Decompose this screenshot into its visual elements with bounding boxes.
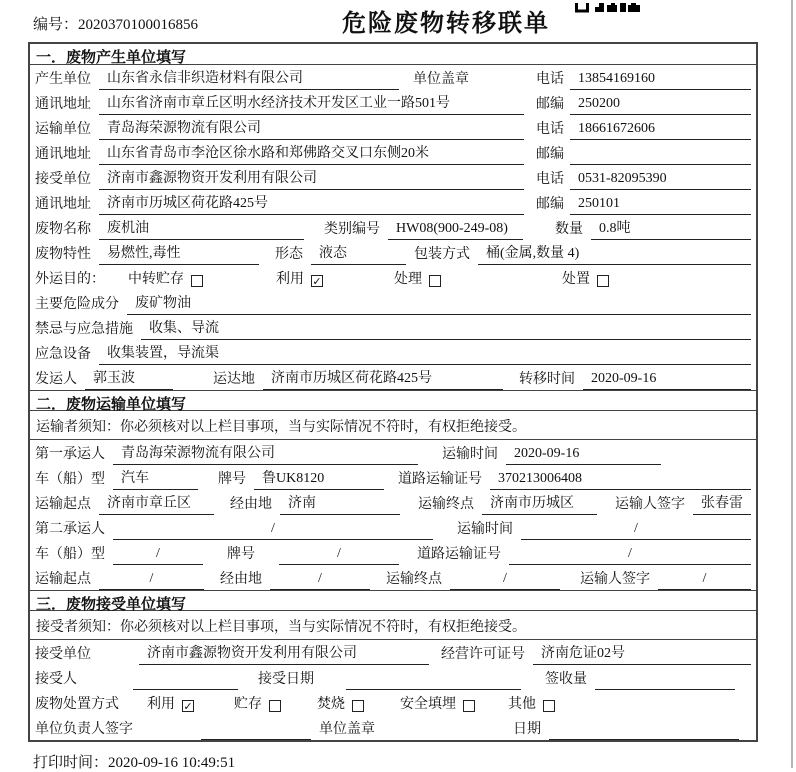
producer-value: 山东省永信非织造材料有限公司 <box>99 69 399 90</box>
accept-person-value <box>133 670 238 690</box>
receiver-zip-label: 邮编 <box>536 197 564 212</box>
receiver-address-label: 通讯地址 <box>35 197 91 212</box>
route1-end-value: 济南市历城区 <box>482 494 597 515</box>
permit1-label: 道路运输证号 <box>398 472 482 487</box>
transporter-notice: 运输者须知：你必须核对以上栏目事项，当与实际情况不符时，有权拒绝接受。 <box>30 411 756 440</box>
transporter-phone-label: 电话 <box>536 122 564 137</box>
row-emergency-measures <box>30 315 756 340</box>
disposal-store-checkbox <box>269 700 281 712</box>
disposal-store-label: 贮存 <box>234 697 262 712</box>
hazard-label: 主要危险成分 <box>35 297 119 312</box>
seal-label: 单位盖章 <box>413 72 469 87</box>
carrier1-value: 青岛海荣源物流有限公司 <box>113 444 418 465</box>
receiver-phone-label: 电话 <box>536 172 564 187</box>
disposal-incinerate-checkbox <box>352 700 364 712</box>
receiver-label: 接受单位 <box>35 172 91 187</box>
disposal-other-checkbox <box>543 700 555 712</box>
waste-form-label: 形态 <box>275 247 303 262</box>
transporter-zip-value <box>570 145 751 165</box>
route1-end-label: 运输终点 <box>418 497 474 512</box>
row-carrier1 <box>30 440 756 465</box>
disposal-landfill-label: 安全填埋 <box>400 697 456 712</box>
disposal-label: 废物处置方式 <box>35 697 119 712</box>
purpose-treat-checkbox <box>429 275 441 287</box>
row-transporter-address <box>30 140 756 165</box>
route2-via-value: / <box>270 569 370 590</box>
equipment-value: 收集装置，导流渠 <box>99 344 751 365</box>
disposal-utilize-label: 利用 <box>147 697 175 712</box>
row-vehicle1 <box>30 465 756 490</box>
signed-qty-label: 签收量 <box>545 672 587 687</box>
row-producer <box>30 65 756 90</box>
receiver-address-value: 济南市历城区荷花路425号 <box>99 194 524 215</box>
page-title: 危险废物转移联单 <box>342 11 550 37</box>
carrier1-label: 第一承运人 <box>35 447 105 462</box>
dispatcher-value: 郭玉波 <box>85 369 173 390</box>
producer-address-label: 通讯地址 <box>35 97 91 112</box>
accept-unit-value: 济南市鑫源物资开发利用有限公司 <box>139 644 429 665</box>
waste-pack-value: 桶(金属,数量 4) <box>478 244 751 265</box>
permit2-value: / <box>509 544 751 565</box>
receiver-notice: 接受者须知：你必须核对以上栏目事项，当与实际情况不符时，有权拒绝接受。 <box>30 611 756 640</box>
route2-sign-label: 运输人签字 <box>580 572 650 587</box>
equipment-label: 应急设备 <box>35 347 91 362</box>
row-emergency-equipment <box>30 340 756 365</box>
row-transporter <box>30 115 756 140</box>
unit-seal-label: 单位盖章 <box>319 722 375 737</box>
route2-end-value: / <box>450 569 560 590</box>
transporter-address-value: 山东省青岛市李沧区徐水路和郑佛路交叉口东侧20米 <box>99 144 524 165</box>
serial-value: 2020370100016856 <box>78 17 199 33</box>
purpose-option-treat-label: 处理 <box>394 272 422 287</box>
sign-date-label: 日期 <box>513 722 541 737</box>
waste-code-label: 类别编号 <box>324 222 380 237</box>
waste-name-label: 废物名称 <box>35 222 91 237</box>
hazard-value: 废矿物油 <box>127 294 751 315</box>
carrier2-time-label: 运输时间 <box>457 522 513 537</box>
disposal-other-label: 其他 <box>508 697 536 712</box>
row-dispatch <box>30 365 756 390</box>
waste-qty-label: 数量 <box>555 222 583 237</box>
row-accept-person <box>30 665 756 690</box>
waste-name-value: 废机油 <box>99 219 304 240</box>
disposal-utilize-checkbox: ✓ <box>183 700 193 713</box>
purpose-storage-checkbox <box>191 275 203 287</box>
route1-start-label: 运输起点 <box>35 497 91 512</box>
row-receiver <box>30 165 756 190</box>
license-value: 济南危证02号 <box>533 644 751 665</box>
waste-code-value: HW08(900-249-08) <box>388 219 523 240</box>
carrier2-value: / <box>113 519 433 540</box>
accept-date-label: 接受日期 <box>258 672 314 687</box>
purpose-option-storage-label: 中转贮存 <box>128 272 184 287</box>
waste-qty-value: 0.8吨 <box>591 219 751 240</box>
emergency-label: 禁忌与应急措施 <box>35 322 133 337</box>
plate1-value: 鲁UK8120 <box>254 469 384 490</box>
plate2-label: 牌号 <box>227 547 255 562</box>
producer-zip-value: 250200 <box>570 94 751 115</box>
vehicle1-label: 车（船）型 <box>35 472 105 487</box>
sign-date-value <box>549 720 739 740</box>
row-transfer-purpose <box>30 265 756 290</box>
row-carrier2 <box>30 515 756 540</box>
section2-title: 二．废物运输单位填写 <box>30 390 756 411</box>
vehicle2-value: / <box>113 544 203 565</box>
carrier2-time-value: / <box>521 519 751 540</box>
receiver-zip-value: 250101 <box>570 194 751 215</box>
purpose-utilize-checkbox: ✓ <box>312 275 322 288</box>
transporter-zip-label: 邮编 <box>536 147 564 162</box>
producer-zip-label: 邮编 <box>536 97 564 112</box>
permit2-label: 道路运输证号 <box>417 547 501 562</box>
dispatcher-label: 发运人 <box>35 372 77 387</box>
route1-start-value: 济南市章丘区 <box>99 494 214 515</box>
disposal-landfill-checkbox <box>463 700 475 712</box>
waste-prop-value: 易燃性,毒性 <box>99 244 259 265</box>
carrier2-label: 第二承运人 <box>35 522 105 537</box>
plate1-label: 牌号 <box>218 472 246 487</box>
route2-start-label: 运输起点 <box>35 572 91 587</box>
row-route2 <box>30 565 756 590</box>
transporter-address-label: 通讯地址 <box>35 147 91 162</box>
receiver-phone-value: 0531-82095390 <box>570 169 751 190</box>
transporter-label: 运输单位 <box>35 122 91 137</box>
emergency-value: 收集、导流 <box>141 319 751 340</box>
qr-code-fragment <box>575 0 641 18</box>
waste-pack-label: 包装方式 <box>414 247 470 262</box>
page-right-edge <box>791 0 793 768</box>
producer-phone-label: 电话 <box>536 72 564 87</box>
route2-via-label: 经由地 <box>220 572 262 587</box>
row-waste-properties <box>30 240 756 265</box>
purpose-option-utilize-label: 利用 <box>276 272 304 287</box>
purpose-dispose-checkbox <box>597 275 609 287</box>
producer-address-value: 山东省济南市章丘区明水经济技术开发区工业一路501号 <box>99 94 524 115</box>
transfer-form <box>28 42 758 742</box>
purpose-option-dispose-label: 处置 <box>562 272 590 287</box>
transfer-time-value: 2020-09-16 <box>583 369 751 390</box>
row-producer-address <box>30 90 756 115</box>
row-vehicle2 <box>30 540 756 565</box>
row-accept-unit <box>30 640 756 665</box>
vehicle1-value: 汽车 <box>113 469 198 490</box>
row-receiver-address <box>30 190 756 215</box>
disposal-incinerate-label: 焚烧 <box>317 697 345 712</box>
purpose-label: 外运目的： <box>35 272 105 287</box>
destination-label: 运达地 <box>213 372 255 387</box>
row-route1 <box>30 490 756 515</box>
route2-start-value: / <box>99 569 204 590</box>
accept-person-label: 接受人 <box>35 672 77 687</box>
route2-end-label: 运输终点 <box>386 572 442 587</box>
row-waste-name <box>30 215 756 240</box>
section3-title: 三．废物接受单位填写 <box>30 590 756 611</box>
accept-unit-label: 接受单位 <box>35 647 91 662</box>
accept-date-value <box>346 670 521 690</box>
signed-qty-value <box>595 670 735 690</box>
carrier1-time-value: 2020-09-16 <box>506 444 661 465</box>
responsible-sign-label: 单位负责人签字 <box>35 722 133 737</box>
license-label: 经营许可证号 <box>441 647 525 662</box>
producer-phone-value: 13854169160 <box>570 69 751 90</box>
print-time <box>33 751 235 772</box>
row-responsible-sign <box>30 715 756 740</box>
route1-via-value: 济南 <box>280 494 400 515</box>
section1-title: 一．废物产生单位填写 <box>30 44 756 65</box>
route2-sign-value: / <box>658 569 751 590</box>
destination-value: 济南市历城区荷花路425号 <box>263 369 503 390</box>
print-time-value: 2020-09-16 10:49:51 <box>108 755 236 771</box>
print-time-label: 打印时间： <box>33 755 109 771</box>
carrier1-time-label: 运输时间 <box>442 447 498 462</box>
transfer-time-label: 转移时间 <box>519 372 575 387</box>
vehicle2-label: 车（船）型 <box>35 547 105 562</box>
row-hazard-components <box>30 290 756 315</box>
producer-label: 产生单位 <box>35 72 91 87</box>
route1-sign-label: 运输人签字 <box>615 497 685 512</box>
waste-prop-label: 废物特性 <box>35 247 91 262</box>
transporter-value: 青岛海荣源物流有限公司 <box>99 119 524 140</box>
receiver-value: 济南市鑫源物资开发利用有限公司 <box>99 169 524 190</box>
route1-via-label: 经由地 <box>230 497 272 512</box>
row-disposal-method <box>30 690 756 715</box>
transporter-phone-value: 18661672606 <box>570 119 751 140</box>
waste-form-value: 液态 <box>311 244 406 265</box>
permit1-value: 370213006408 <box>490 469 751 490</box>
route1-sign-value: 张春雷 <box>693 494 751 515</box>
responsible-sign-value <box>201 720 311 740</box>
serial-label: 编号： <box>33 17 79 33</box>
plate2-value: / <box>279 544 399 565</box>
